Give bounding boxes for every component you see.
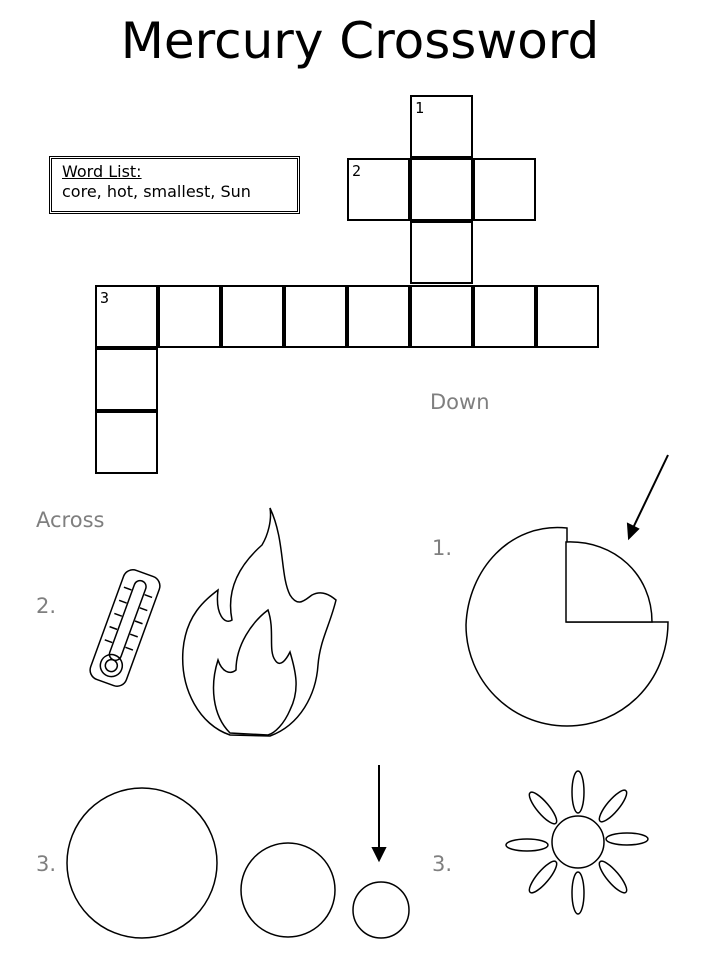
arrow-icon <box>373 765 385 860</box>
clue-number-2: 2 <box>352 162 362 180</box>
core-diagram-icon <box>466 527 668 726</box>
across-heading: Across <box>36 508 105 532</box>
page-title: Mercury Crossword <box>120 12 600 70</box>
word-list-words: core, hot, smallest, Sun <box>62 182 251 201</box>
planet-circles-icon <box>67 788 409 938</box>
clue-number-1: 1 <box>415 99 425 117</box>
clue-label-down-3: 3. <box>432 852 453 876</box>
word-list-heading: Word List: <box>62 162 142 181</box>
clue-number-3: 3 <box>100 289 110 307</box>
clue-label-across-3: 3. <box>36 852 57 876</box>
thermometer-icon <box>87 567 162 689</box>
down-heading: Down <box>430 390 490 414</box>
clue-label-down-1: 1. <box>432 536 453 560</box>
clue-label-across-2: 2. <box>36 594 57 618</box>
sun-icon <box>506 771 648 914</box>
flame-icon <box>183 508 336 736</box>
arrow-icon <box>628 455 668 538</box>
